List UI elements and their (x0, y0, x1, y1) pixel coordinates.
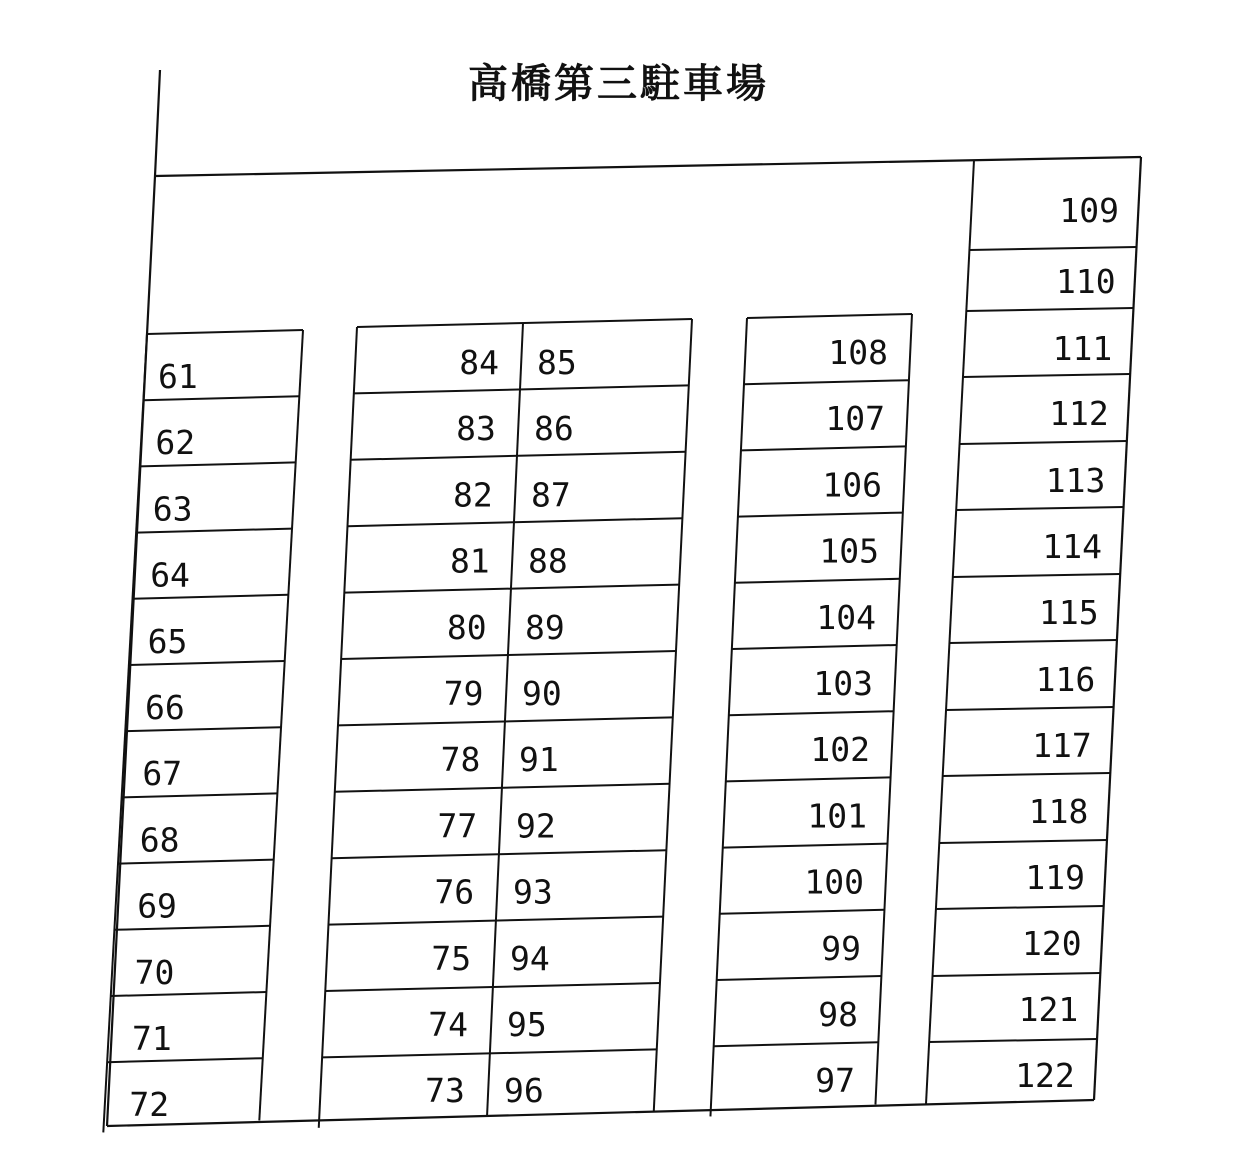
space-label-115: 115 (1038, 593, 1099, 632)
third-column-row-divider (726, 777, 891, 781)
space-label-62: 62 (155, 423, 196, 463)
space-label-83: 83 (456, 409, 496, 449)
space-label-68: 68 (139, 820, 180, 860)
third-column-row-divider (729, 711, 894, 715)
space-label-108: 108 (828, 333, 888, 372)
space-label-74: 74 (428, 1005, 468, 1044)
right-column-row-divider (946, 707, 1113, 710)
space-label-84: 84 (459, 343, 499, 382)
lot-title: 高橋第三駐車場 (468, 61, 769, 107)
space-label-118: 118 (1028, 792, 1089, 831)
space-label-121: 121 (1018, 990, 1079, 1029)
space-label-80: 80 (446, 607, 487, 647)
right-column-row-divider (936, 906, 1104, 909)
space-label-78: 78 (440, 740, 481, 780)
space-label-111: 111 (1052, 329, 1113, 368)
space-label-93: 93 (513, 872, 553, 912)
center-block-right-edge (654, 319, 692, 1112)
space-label-114: 114 (1042, 527, 1102, 566)
space-label-113: 113 (1045, 461, 1106, 500)
left-column-row-divider (136, 529, 292, 533)
lot-outline (107, 70, 1141, 1126)
space-label-64: 64 (150, 555, 190, 595)
space-label-72: 72 (129, 1085, 170, 1125)
space-label-104: 104 (816, 597, 876, 637)
space-label-103: 103 (813, 664, 873, 703)
center-block-row-divider (351, 452, 686, 460)
space-label-65: 65 (147, 621, 188, 661)
space-label-79: 79 (443, 674, 484, 713)
space-label-106: 106 (822, 465, 882, 505)
right-column-row-divider (960, 441, 1127, 444)
left-column-row-divider (107, 1058, 263, 1062)
space-label-67: 67 (142, 754, 183, 794)
space-label-110: 110 (1055, 262, 1116, 301)
third-column-row-divider (717, 976, 882, 980)
left-column-row-divider (122, 793, 278, 797)
left-column-left-edge (103, 334, 147, 1132)
left-column-row-divider (132, 595, 288, 599)
third-column-row-divider (732, 645, 897, 649)
space-label-75: 75 (431, 938, 472, 978)
space-dividers (103, 160, 1136, 1132)
left-column-row-divider (114, 926, 270, 930)
space-label-109: 109 (1059, 191, 1119, 230)
left-column-row-divider (111, 992, 267, 996)
left-column-row-divider (147, 330, 303, 334)
space-label-85: 85 (537, 343, 577, 382)
space-label-102: 102 (810, 730, 870, 770)
center-block-row-divider (357, 319, 692, 327)
center-block-row-divider (354, 385, 689, 393)
right-column-row-divider (966, 308, 1133, 311)
third-column-row-divider (714, 1042, 879, 1046)
top-boundary (155, 157, 1141, 176)
left-column-row-divider (125, 727, 281, 731)
space-label-69: 69 (137, 886, 177, 926)
space-label-82: 82 (453, 475, 493, 515)
space-label-120: 120 (1021, 924, 1082, 963)
right-column-row-divider (929, 1039, 1097, 1042)
right-column-row-divider (963, 374, 1130, 377)
right-column-row-divider (943, 773, 1110, 776)
space-label-105: 105 (819, 531, 879, 571)
space-label-98: 98 (818, 995, 858, 1034)
space-label-77: 77 (437, 806, 478, 846)
third-column-row-divider (723, 844, 888, 848)
space-label-63: 63 (152, 489, 193, 529)
left-column-row-divider (118, 860, 274, 864)
third-column-row-divider (738, 513, 903, 517)
space-label-101: 101 (807, 796, 867, 836)
space-label-107: 107 (825, 399, 885, 439)
third-column-row-divider (744, 380, 909, 384)
space-label-89: 89 (525, 607, 565, 647)
center-block-left-edge (319, 327, 357, 1128)
third-column-row-divider (747, 314, 912, 318)
space-label-92: 92 (516, 806, 556, 846)
space-label-73: 73 (425, 1071, 465, 1111)
space-label-119: 119 (1025, 858, 1085, 897)
space-label-97: 97 (815, 1061, 855, 1101)
space-label-122: 122 (1015, 1056, 1075, 1095)
space-label-99: 99 (821, 928, 861, 968)
space-label-116: 116 (1035, 660, 1096, 699)
space-label-94: 94 (510, 938, 550, 978)
space-label-76: 76 (434, 872, 475, 912)
third-column-row-divider (741, 446, 906, 450)
space-label-91: 91 (519, 740, 559, 780)
space-label-70: 70 (134, 952, 175, 992)
third-column-left-edge (710, 318, 747, 1116)
right-column-row-divider (932, 973, 1100, 976)
left-column-row-divider (143, 396, 299, 400)
bottom-boundary (107, 1100, 1094, 1126)
space-label-81: 81 (449, 541, 490, 581)
space-label-117: 117 (1032, 726, 1092, 765)
third-column-row-divider (735, 579, 900, 583)
space-label-87: 87 (531, 475, 571, 515)
space-label-112: 112 (1049, 394, 1109, 433)
space-label-90: 90 (522, 674, 562, 713)
right-column-row-divider (956, 507, 1123, 510)
right-column-row-divider (953, 574, 1120, 577)
right-column-row-divider (949, 640, 1116, 643)
left-column-right-edge (259, 330, 303, 1120)
space-label-88: 88 (528, 541, 568, 581)
space-label-95: 95 (507, 1005, 547, 1044)
space-label-86: 86 (534, 409, 574, 449)
space-label-66: 66 (145, 688, 185, 727)
right-column-left-edge (926, 160, 974, 1104)
right-column-row-divider (939, 840, 1107, 843)
space-label-71: 71 (132, 1019, 172, 1058)
right-column-row-divider (969, 247, 1136, 250)
space-label-96: 96 (504, 1071, 544, 1111)
space-label-100: 100 (804, 862, 864, 902)
left-column-row-divider (140, 462, 296, 466)
left-column-row-divider (129, 661, 285, 665)
space-label-61: 61 (158, 357, 198, 396)
third-column-row-divider (720, 910, 885, 914)
